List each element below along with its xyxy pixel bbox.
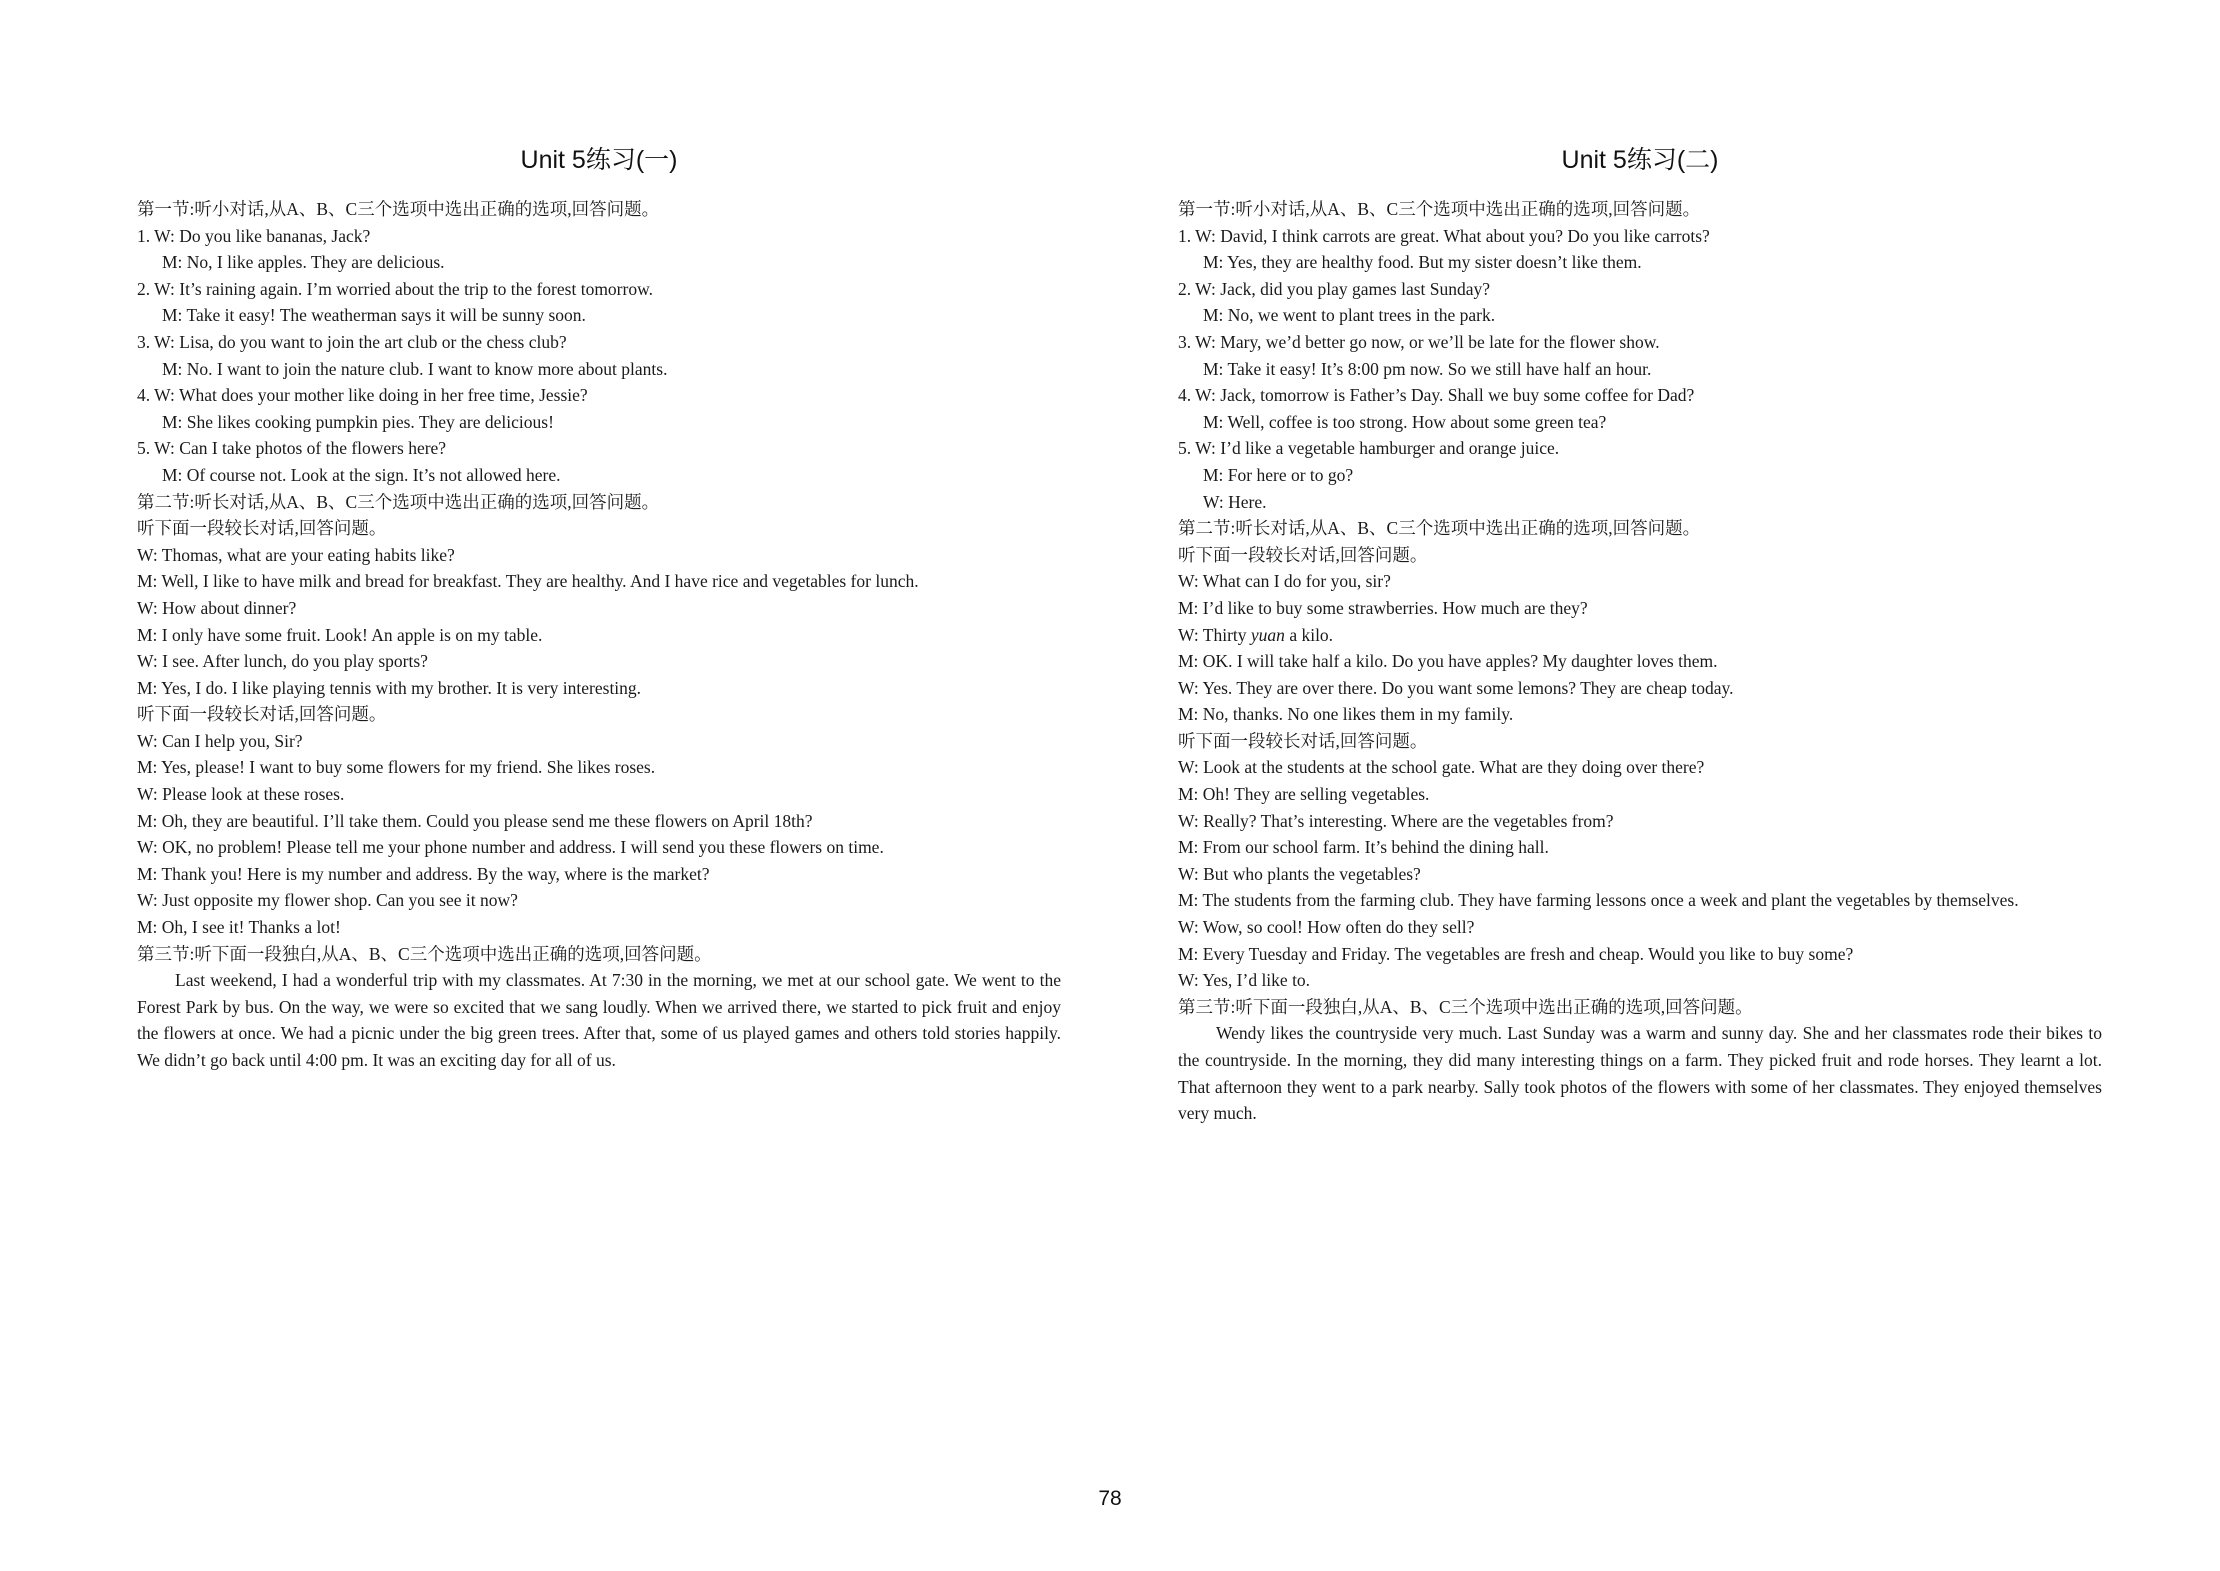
dialog-line: M: No, I like apples. They are delicious. [162, 252, 445, 273]
page-number: 78 [1098, 1487, 1122, 1510]
subsection-heading: 听下面一段较长对话,回答问题。 [137, 518, 387, 539]
dialog-line: 1. W: David, I think carrots are great. What about you? Do you like carrots? [1178, 225, 1710, 246]
dialog-line: M: Oh, I see it! Thanks a lot! [137, 917, 341, 938]
dialog-line [1178, 622, 2102, 649]
dialog-line: W: Yes. They are over there. Do you want some lemons? They are cheap today. [1178, 677, 1734, 698]
dialog-line: W: Here. [1203, 491, 1267, 512]
dialog-line: M: No. I want to join the nature club. I want to know more about plants. [162, 358, 668, 379]
dialog-line: M: From our school farm. It’s behind the dining hall. [1178, 837, 1549, 858]
dialog-line: M: No, thanks. No one likes them in my family. [1178, 704, 1514, 725]
dialog-line: W: OK, no problem! Please tell me your phone number and address. I will send you these flowers on time. [137, 837, 884, 858]
dialog-line: W: Yes, I’d like to. [1178, 970, 1311, 991]
dialog-line: 4. W: What does your mother like doing in her free time, Jessie? [137, 385, 588, 406]
dialog-line: W: How about dinner? [137, 597, 297, 618]
dialog-line: M: OK. I will take half a kilo. Do you have apples? My daughter loves them. [1178, 651, 1718, 672]
dialog-line: W: What can I do for you, sir? [1178, 571, 1391, 592]
subsection-heading: 听下面一段较长对话,回答问题。 [1178, 730, 1428, 751]
dialog-line: 3. W: Mary, we’d better go now, or we’ll be late for the flower show. [1178, 331, 1660, 352]
dialog-text: a kilo. [1284, 624, 1334, 645]
monologue-passage: Last weekend, I had a wonderful trip with my classmates. At 7:30 in the morning, we met at our school gate. We went to the Forest Park by bus. On the way, we were so excited that we sang loudly. When we arrived there, we started to pick fruit and enjoy the flowers at once. We had a picnic under the big green trees. After that, some of us played games and others told stories happily. We didn’t go back until 4:00 pm. It was an exciting day for all of us. [137, 970, 1061, 1070]
subsection-heading: 听下面一段较长对话,回答问题。 [1178, 544, 1428, 565]
subsection-heading: 听下面一段较长对话,回答问题。 [137, 704, 387, 725]
dialog-line: M: Take it easy! The weatherman says it will be sunny soon. [162, 305, 586, 326]
dialog-line: W: Thomas, what are your eating habits like? [137, 544, 455, 565]
left-column [137, 140, 1061, 1074]
dialog-line: M: Yes, they are healthy food. But my sister doesn’t like them. [1203, 252, 1642, 273]
dialog-line: W: Look at the students at the school gate. What are they doing over there? [1178, 757, 1705, 778]
dialog-text: W: Thirty [1178, 624, 1251, 645]
dialog-line: M: Yes, please! I want to buy some flowers for my friend. She likes roses. [137, 757, 656, 778]
dialog-line: M: I only have some fruit. Look! An apple is on my table. [137, 624, 543, 645]
unit-title: Unit 5练习(一) [520, 146, 678, 174]
dialog-line: 3. W: Lisa, do you want to join the art club or the chess club? [137, 331, 567, 352]
section-heading: 第三节:听下面一段独白,从A、B、C三个选项中选出正确的选项,回答问题。 [1178, 996, 1753, 1017]
dialog-line: M: Well, coffee is too strong. How about some green tea? [1203, 411, 1607, 432]
section-heading: 第二节:听长对话,从A、B、C三个选项中选出正确的选项,回答问题。 [1178, 518, 1701, 539]
right-column [1178, 140, 2102, 1127]
section-heading: 第三节:听下面一段独白,从A、B、C三个选项中选出正确的选项,回答问题。 [137, 943, 712, 964]
section-heading: 第一节:听小对话,从A、B、C三个选项中选出正确的选项,回答问题。 [1178, 199, 1701, 219]
dialog-line: W: I see. After lunch, do you play sports? [137, 651, 428, 672]
dialog-line: M: Every Tuesday and Friday. The vegetables are fresh and cheap. Would you like to buy some? [1178, 943, 1854, 964]
dialog-line: M: Of course not. Look at the sign. It’s not allowed here. [162, 464, 561, 485]
dialog-line: W: Just opposite my flower shop. Can you see it now? [137, 890, 518, 911]
dialog-line: M: For here or to go? [1203, 464, 1354, 485]
dialog-line: 1. W: Do you like bananas, Jack? [137, 225, 371, 246]
dialog-line: W: Can I help you, Sir? [137, 730, 303, 751]
dialog-line: 2. W: Jack, did you play games last Sunday? [1178, 278, 1491, 299]
dialog-line: M: She likes cooking pumpkin pies. They are delicious! [162, 411, 554, 432]
dialog-line: W: But who plants the vegetables? [1178, 863, 1421, 884]
dialog-line: W: Please look at these roses. [137, 784, 345, 805]
dialog-line: 2. W: It’s raining again. I’m worried about the trip to the forest tomorrow. [137, 278, 653, 299]
section-heading: 第一节:听小对话,从A、B、C三个选项中选出正确的选项,回答问题。 [137, 199, 660, 219]
italic-word: yuan [1250, 624, 1285, 645]
dialog-line: M: I’d like to buy some strawberries. How much are they? [1178, 597, 1588, 618]
dialog-line: M: The students from the farming club. They have farming lessons once a week and plant the vegetables by themselves. [1178, 890, 2019, 911]
dialog-line: 5. W: Can I take photos of the flowers here? [137, 438, 447, 459]
dialog-line: M: Oh, they are beautiful. I’ll take them. Could you please send me these flowers on April 18th? [137, 810, 813, 831]
section-heading: 第二节:听长对话,从A、B、C三个选项中选出正确的选项,回答问题。 [137, 491, 660, 512]
dialog-line: M: No, we went to plant trees in the park. [1203, 305, 1496, 326]
dialog-line: M: Take it easy! It’s 8:00 pm now. So we still have half an hour. [1203, 358, 1652, 379]
dialog-line: M: Well, I like to have milk and bread for breakfast. They are healthy. And I have rice and vegetables for lunch. [137, 571, 919, 592]
dialog-line: 4. W: Jack, tomorrow is Father’s Day. Shall we buy some coffee for Dad? [1178, 385, 1695, 406]
dialog-line: W: Really? That’s interesting. Where are the vegetables from? [1178, 810, 1614, 831]
dialog-line: W: Wow, so cool! How often do they sell? [1178, 917, 1475, 938]
dialog-line: M: Thank you! Here is my number and address. By the way, where is the market? [137, 863, 710, 884]
monologue-passage: Wendy likes the countryside very much. Last Sunday was a warm and sunny day. She and her classmates rode their bikes to the countryside. In the morning, they did many interesting things on a farm. They picked fruit and rode horses. They learnt a lot. That afternoon they went to a park nearby. Sally took photos of the flowers with some of her classmates. They enjoyed themselves very much. [1178, 1023, 2102, 1124]
dialog-line: M: Oh! They are selling vegetables. [1178, 784, 1430, 805]
unit-title: Unit 5练习(二) [1561, 146, 1719, 174]
dialog-line: M: Yes, I do. I like playing tennis with my brother. It is very interesting. [137, 677, 642, 698]
dialog-line: 5. W: I’d like a vegetable hamburger and orange juice. [1178, 438, 1560, 459]
